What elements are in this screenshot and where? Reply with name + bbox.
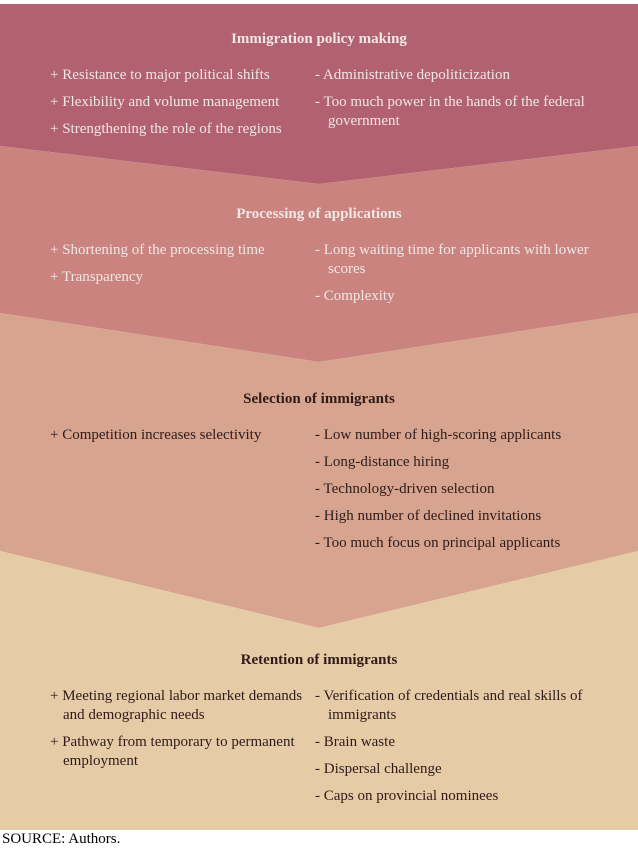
cons-column: [315, 426, 615, 561]
stage-title: Immigration policy making: [231, 31, 407, 47]
stage-title: Selection of immigrants: [243, 391, 395, 407]
stage-columns: [0, 687, 638, 814]
pros-column: [50, 66, 312, 147]
cons-column: [315, 241, 615, 314]
cons-column: [315, 687, 615, 814]
con-item: - Caps on provincial nominees: [315, 788, 499, 804]
con-item: - Technology-driven selection: [315, 481, 495, 497]
stage-retention-of-immigrants: [0, 651, 638, 814]
cons-column: [315, 66, 615, 147]
con-item: - Dispersal challenge: [315, 761, 442, 777]
stage-processing-of-applications: [0, 205, 638, 314]
stage-title: Retention of immigrants: [240, 652, 398, 668]
pro-item: + Transparency: [50, 269, 144, 285]
pro-item: + Meeting regional labor market demands and demographic needs: [50, 688, 303, 723]
pro-item: + Pathway from temporary to permanent employment: [50, 734, 295, 769]
con-item: - Long waiting time for applicants with lower scores: [315, 242, 589, 277]
stage-selection-of-immigrants: [0, 390, 638, 561]
source-note: SOURCE: Authors.: [2, 831, 121, 847]
pro-item: + Resistance to major political shifts: [50, 67, 270, 83]
con-item: - Low number of high-scoring applicants: [315, 427, 562, 443]
pros-column: [50, 687, 312, 814]
pro-item: + Shortening of the processing time: [50, 242, 265, 258]
pro-item: + Competition increases selectivity: [50, 427, 262, 443]
con-item: - Administrative depoliticization: [315, 67, 510, 83]
pros-column: [50, 241, 312, 314]
pro-item: + Flexibility and volume management: [50, 94, 280, 110]
con-item: - Brain waste: [315, 734, 395, 750]
con-item: - Too much focus on principal applicants: [315, 535, 561, 551]
con-item: - Verification of credentials and real skills of immigrants: [315, 688, 583, 723]
con-item: - Too much power in the hands of the federal government: [315, 94, 585, 129]
stage-title: Processing of applications: [236, 206, 402, 222]
pro-item: + Strengthening the role of the regions: [50, 121, 282, 137]
con-item: - High number of declined invitations: [315, 508, 542, 524]
pros-column: [50, 426, 312, 561]
con-item: - Complexity: [315, 288, 395, 304]
stage-columns: [0, 66, 638, 147]
stage-columns: [0, 426, 638, 561]
stage-columns: [0, 241, 638, 314]
stage-immigration-policy-making: [0, 30, 638, 147]
con-item: - Long-distance hiring: [315, 454, 450, 470]
